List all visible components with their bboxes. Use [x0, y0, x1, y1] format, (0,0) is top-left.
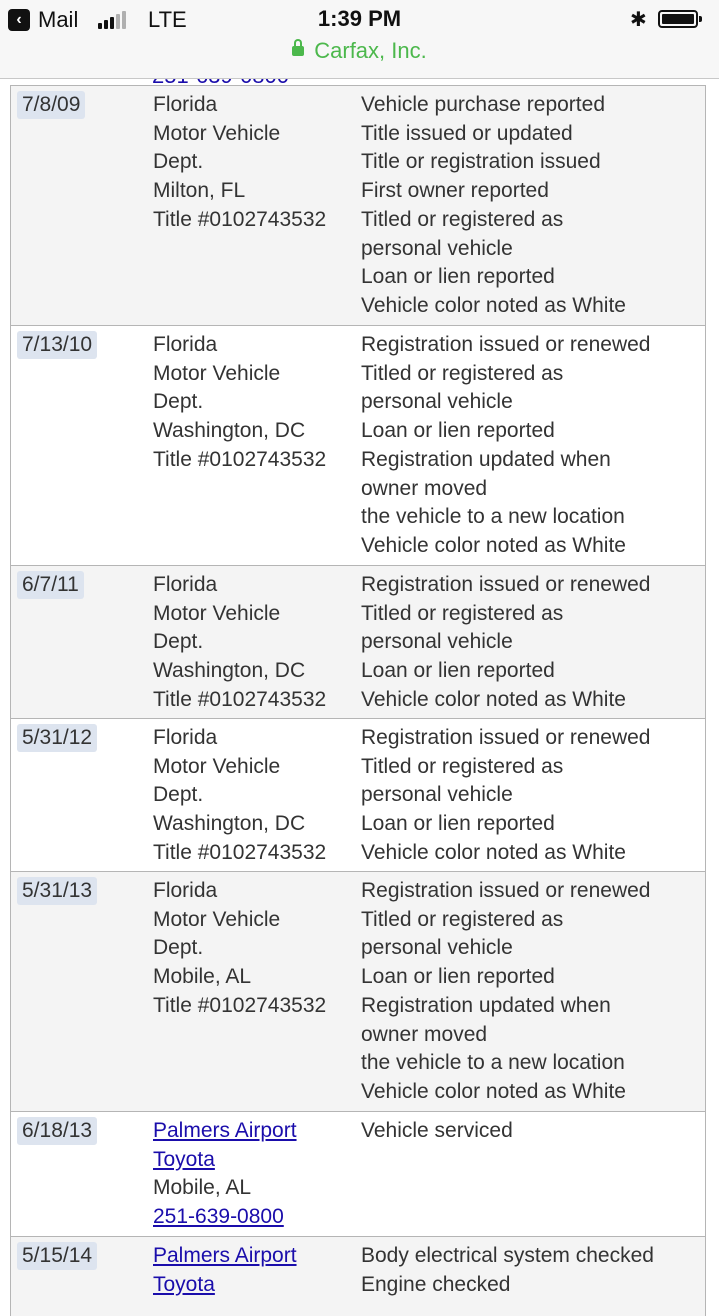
record-source: Florida Motor Vehicle Dept. Washington, DC Title #0102743532: [153, 573, 327, 711]
table-row: [11, 325, 705, 565]
record-date: 7/13/10: [17, 331, 97, 359]
lock-icon: [292, 46, 304, 56]
record-date: 6/7/11: [17, 571, 84, 599]
record-comments: Vehicle purchase reported Title issued or updated Title or registration issued First owner reported Titled or registered as personal vehicle Loan or lien reported Vehicle color noted as White: [361, 93, 626, 317]
back-chevron-icon[interactable]: ‹: [8, 9, 30, 31]
record-source: [153, 1242, 353, 1299]
record-source: Palmers Airport Toyota Mobile, AL 251-639-0800: [153, 1117, 353, 1232]
site-name: Carfax, Inc.: [314, 38, 427, 63]
record-comments: Body electrical system checked Engine checked: [361, 1244, 654, 1296]
back-app-label[interactable]: Mail: [38, 7, 79, 32]
record-comments: Registration issued or renewed Titled or registered as personal vehicle Loan or lien reported Registration updated when owner moved the vehicle to a new location Vehicle color noted as White: [361, 879, 651, 1103]
table-row: [11, 565, 705, 718]
record-source: Florida Motor Vehicle Dept. Washington, DC Title #0102743532: [153, 333, 327, 471]
dealer-link[interactable]: Toyota: [153, 1272, 215, 1296]
record-source: Florida Motor Vehicle Dept. Mobile, AL Title #0102743532: [153, 879, 327, 1017]
history-table: [10, 85, 706, 1316]
dealer-link[interactable]: Palmers Airport: [153, 1244, 297, 1267]
record-date: 6/18/13: [17, 1117, 97, 1145]
table-row: [11, 871, 705, 1111]
status-bar: [0, 0, 719, 79]
table-row: [11, 1236, 705, 1316]
phone-link[interactable]: 251-639-0800: [153, 1205, 284, 1229]
record-date: 5/31/13: [17, 877, 97, 905]
record-comments: Registration issued or renewed Titled or registered as personal vehicle Loan or lien reported Vehicle color noted as White: [361, 573, 651, 711]
record-source: Florida Motor Vehicle Dept. Washington, DC Title #0102743532: [153, 726, 327, 864]
address-bar[interactable]: [0, 38, 719, 64]
network-label: LTE: [148, 7, 187, 32]
bluetooth-icon: ✱: [630, 9, 647, 31]
record-comments: Registration issued or renewed Titled or registered as personal vehicle Loan or lien reported Registration updated when owner moved the vehicle to a new location Vehicle color noted as White: [361, 333, 651, 557]
battery-icon: [658, 10, 698, 28]
record-date: 7/8/09: [17, 91, 85, 119]
table-row: [11, 85, 705, 325]
record-date: 5/15/14: [17, 1242, 97, 1270]
table-row: [11, 1111, 705, 1236]
clock: 1:39 PM: [317, 6, 402, 31]
record-source: Florida Motor Vehicle Dept. Milton, FL Title #0102743532: [153, 93, 327, 231]
dealer-link[interactable]: Toyota: [153, 1147, 215, 1171]
table-row: [11, 718, 705, 871]
record-comments: Registration issued or renewed Titled or registered as personal vehicle Loan or lien reported Vehicle color noted as White: [361, 726, 651, 864]
record-comments: Vehicle serviced: [361, 1119, 513, 1142]
dealer-link[interactable]: Palmers Airport: [153, 1119, 297, 1142]
record-date: 5/31/12: [17, 724, 97, 752]
history-content[interactable]: [0, 78, 719, 1296]
